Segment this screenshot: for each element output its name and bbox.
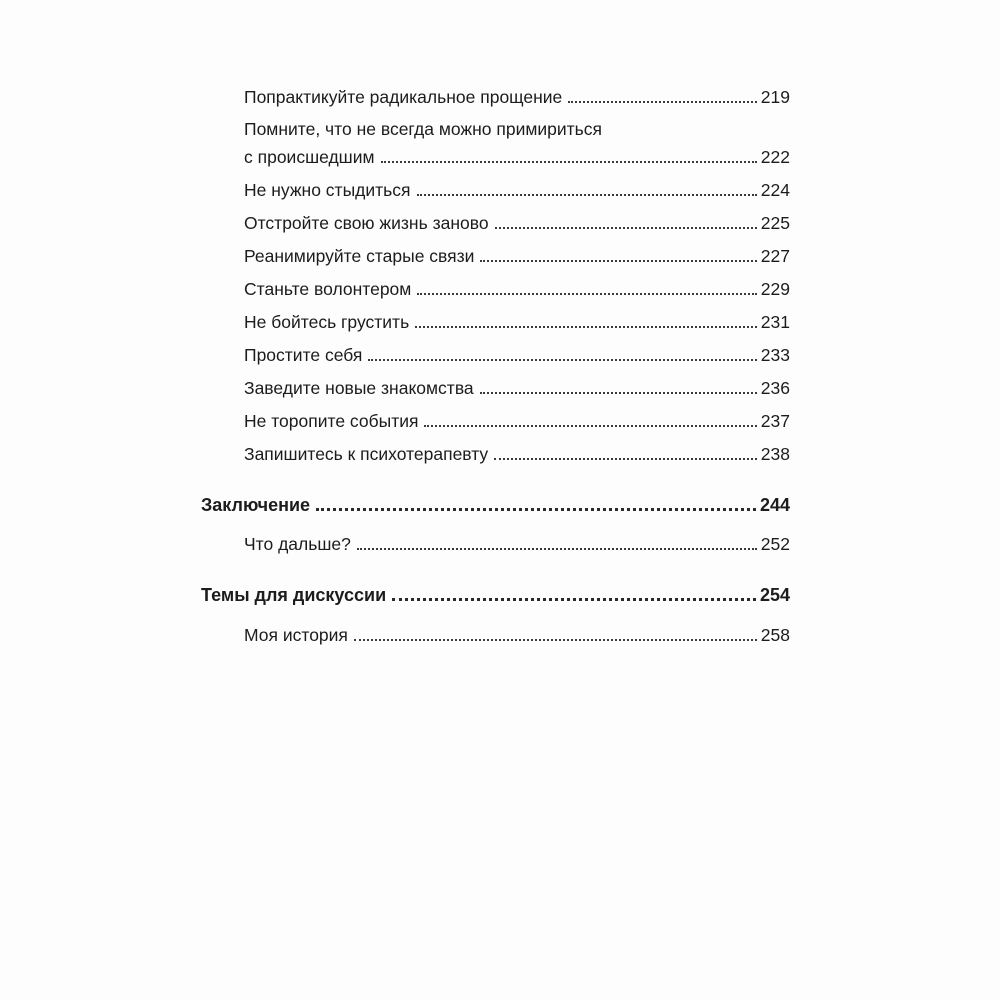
toc-entry[interactable] [244, 344, 790, 366]
toc-entry-page: 219 [760, 87, 790, 107]
dot-leader [568, 101, 757, 103]
dot-leader [357, 548, 757, 550]
toc-entry[interactable] [244, 146, 790, 168]
toc-entry-page: 258 [760, 625, 790, 645]
toc-entry-title: Отстройте свою жизнь заново [244, 213, 489, 233]
dot-leader [381, 161, 757, 163]
toc-entry-title: Не нужно стыдиться [244, 180, 411, 200]
toc-entry-page: 229 [760, 279, 790, 299]
toc-entry-page: 225 [760, 213, 790, 233]
dot-leader [368, 359, 756, 361]
toc-chapter-title: Заключение [201, 495, 311, 515]
toc-entry-page: 238 [760, 444, 790, 464]
dot-leader [480, 392, 757, 394]
toc-entry[interactable] [244, 86, 790, 108]
toc-entry[interactable] [244, 278, 790, 300]
toc-entry-page: 227 [760, 246, 790, 266]
dot-leader [480, 260, 756, 262]
toc-entry[interactable] [244, 624, 790, 646]
toc-entry-title: Что дальше? [244, 534, 351, 554]
toc-entry-title: Станьте волонтером [244, 279, 412, 299]
toc-entry[interactable] [244, 410, 790, 432]
toc-chapter-title: Темы для дискуссии [201, 585, 387, 605]
toc-entry-page: 224 [760, 180, 790, 200]
dot-leader [494, 458, 757, 460]
toc-entry-page: 252 [760, 534, 790, 554]
toc-entry-title: Запишитесь к психотерапевту [244, 444, 489, 464]
toc-entry-page: 236 [760, 378, 790, 398]
toc-entry-title: Реанимируйте старые связи [244, 246, 475, 266]
toc-entry[interactable] [244, 179, 790, 201]
toc-entry-title: Простите себя [244, 345, 363, 365]
toc-entry-page: 222 [760, 147, 790, 167]
toc-entry-title: Моя история [244, 625, 348, 645]
dot-leader [417, 293, 756, 295]
toc-entry-title: с происшедшим [244, 147, 375, 167]
toc-entry-title: Заведите новые знакомства [244, 378, 474, 398]
toc-entry-page: 237 [760, 411, 790, 431]
toc-entry-title-line1: Помните, что не всегда можно примириться [244, 119, 603, 139]
toc-entry[interactable] [244, 533, 790, 555]
dot-leader [424, 425, 756, 427]
toc-entry[interactable] [244, 311, 790, 333]
toc-chapter-page: 254 [759, 585, 790, 605]
toc-entry-page: 231 [760, 312, 790, 332]
toc-entry[interactable] [244, 212, 790, 234]
toc-entry[interactable] [244, 443, 790, 465]
toc-entry[interactable] [244, 245, 790, 267]
dot-leader [415, 326, 757, 328]
toc-chapter-entry[interactable] [201, 584, 790, 606]
dot-leader [495, 227, 757, 229]
toc-entry-title: Попрактикуйте радикальное прощение [244, 87, 563, 107]
toc-entry-title: Не бойтесь грустить [244, 312, 410, 332]
toc-entry-title: Не торопите события [244, 411, 419, 431]
toc-chapter-entry[interactable] [201, 494, 790, 516]
toc-entry[interactable] [244, 377, 790, 399]
toc-entry-page: 233 [760, 345, 790, 365]
dot-leader [392, 598, 756, 601]
dot-leader [417, 194, 757, 196]
toc-chapter-page: 244 [759, 495, 790, 515]
dot-leader [354, 639, 757, 641]
dot-leader [316, 508, 756, 511]
